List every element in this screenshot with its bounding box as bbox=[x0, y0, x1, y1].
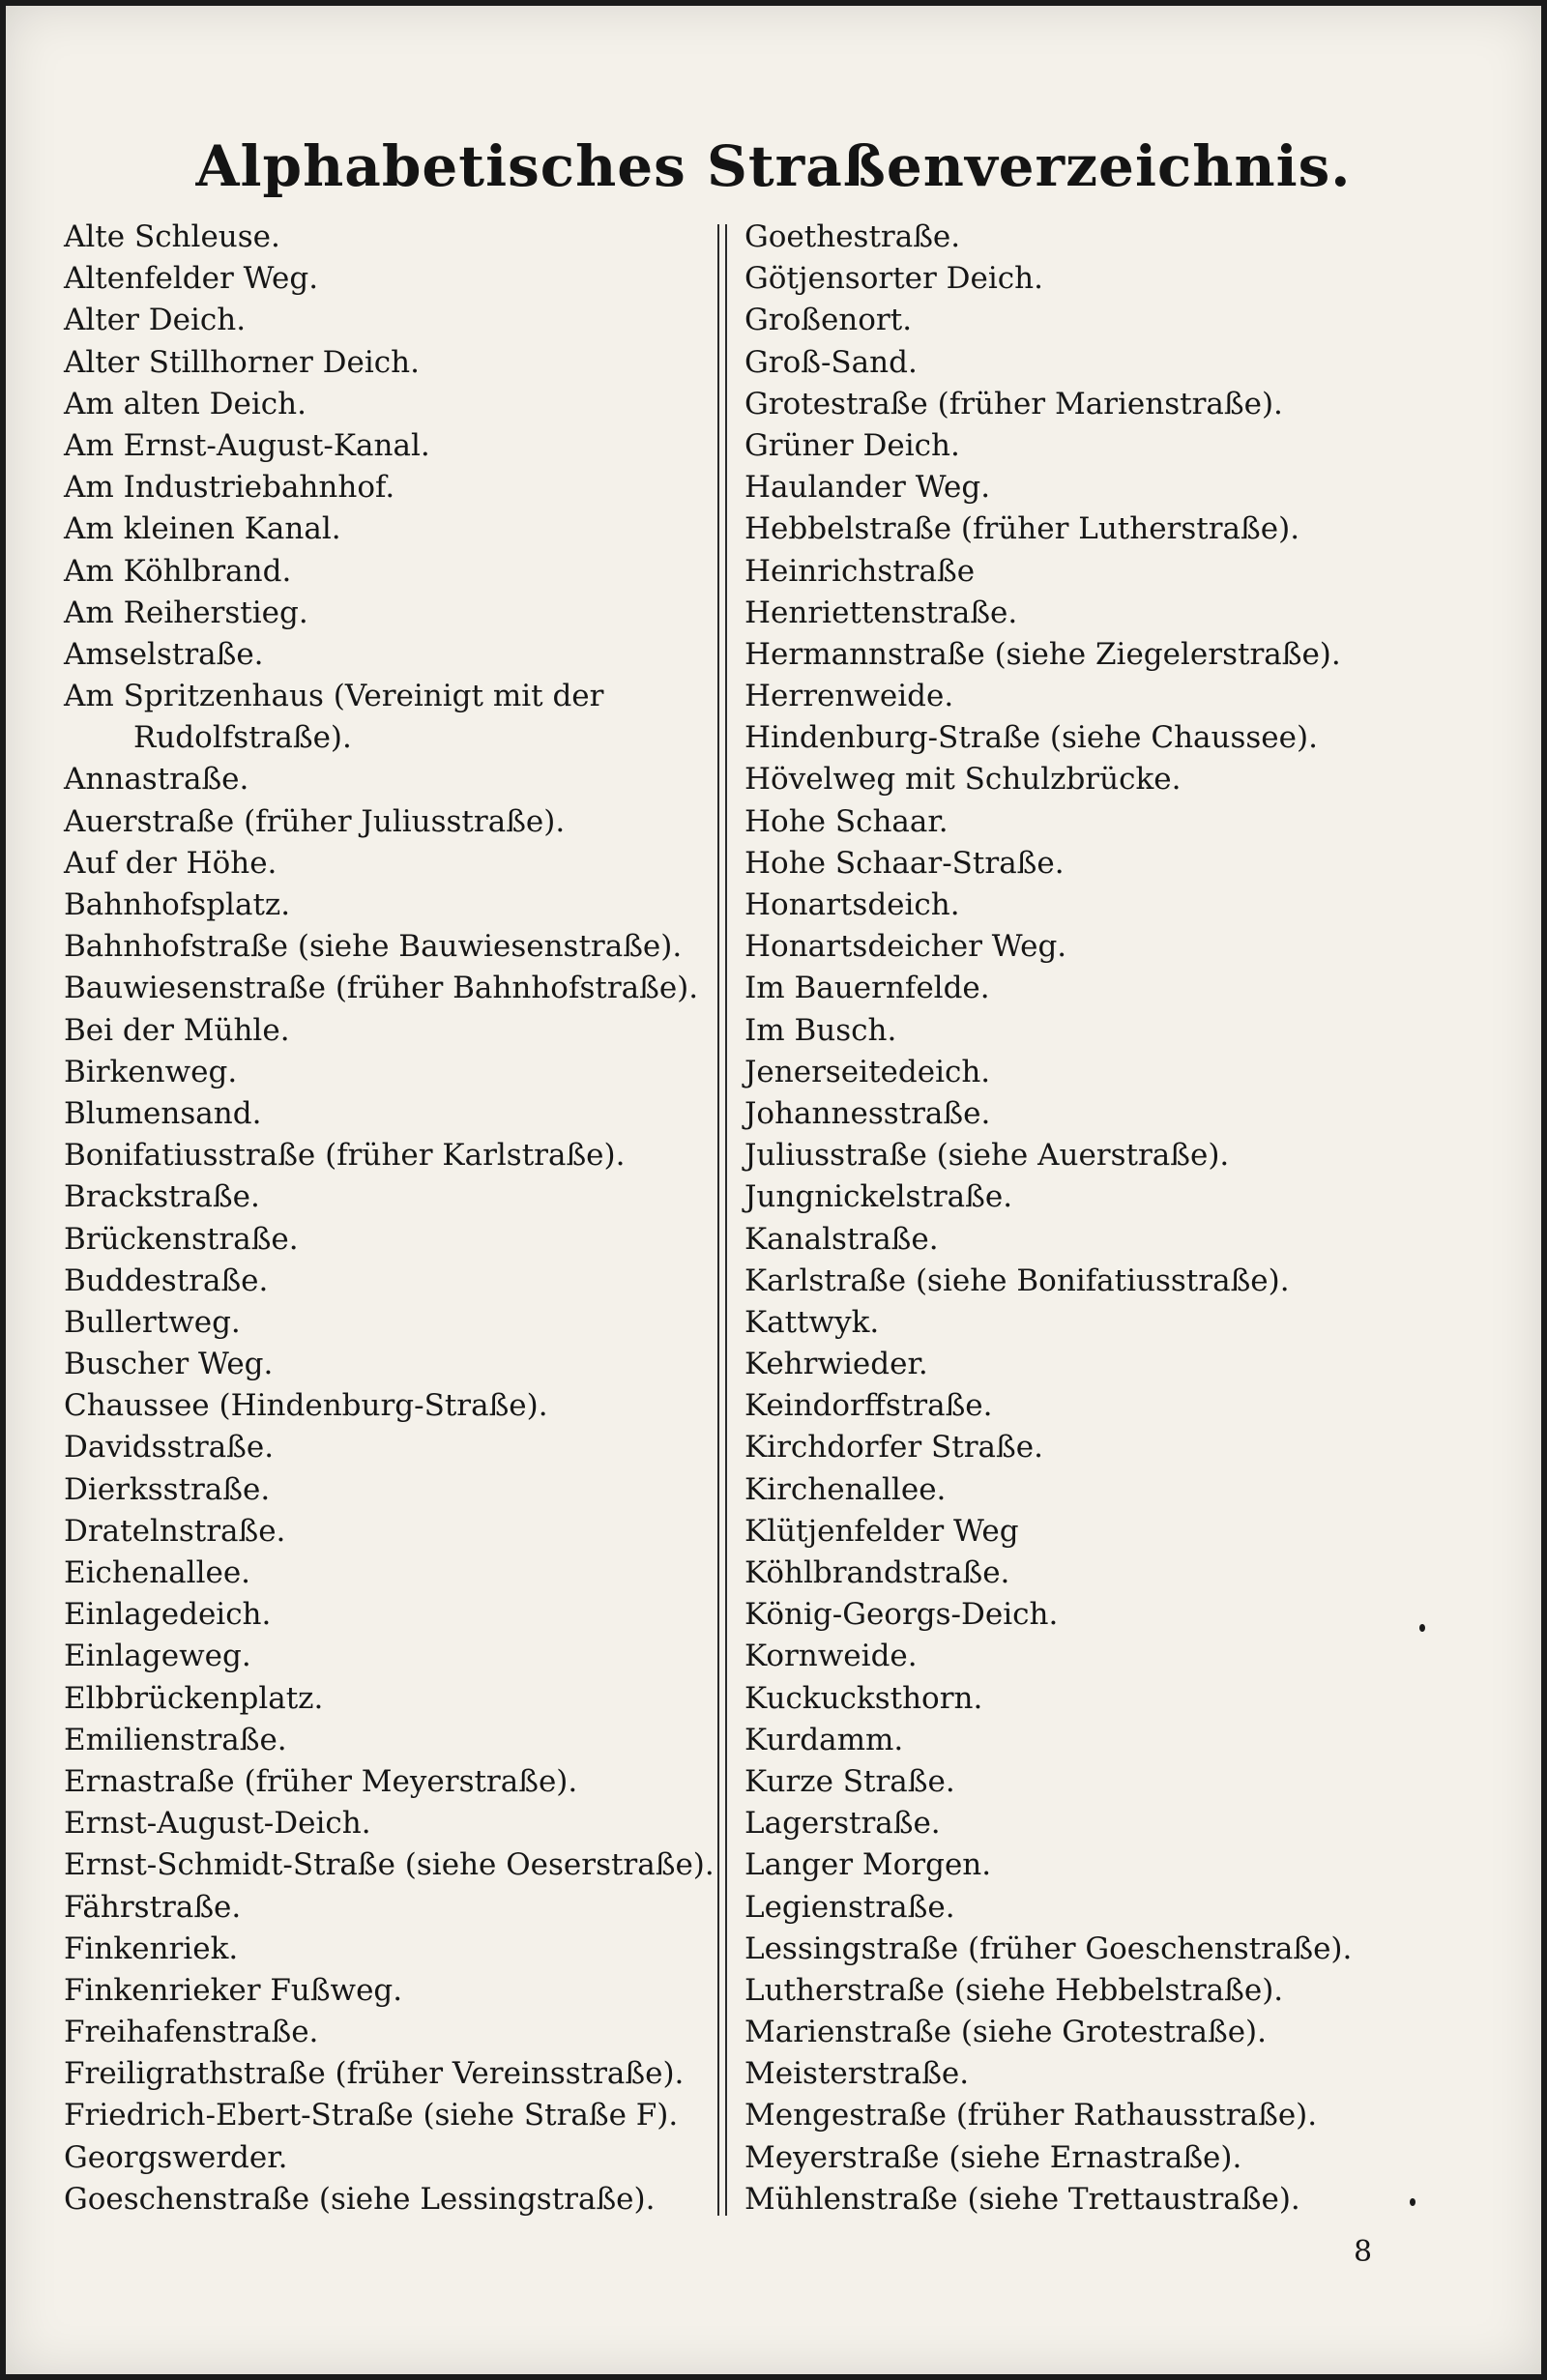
street-entry: Marienstraße (siehe Grotestraße). bbox=[744, 2015, 1267, 2050]
street-entry: Annastraße. bbox=[64, 762, 249, 798]
street-entry: Auf der Höhe. bbox=[64, 845, 277, 881]
street-entry: Georgswerder. bbox=[64, 2139, 288, 2175]
street-entry: Honartsdeich. bbox=[744, 887, 960, 922]
street-entry-line: Am Spritzenhaus (Vereinigt mit der bbox=[64, 679, 604, 714]
street-entry: Kirchdorfer Straße. bbox=[744, 1430, 1043, 1466]
street-entry: Finkenrieker Fußweg. bbox=[64, 1972, 403, 2008]
street-entry: Bullertweg. bbox=[64, 1304, 241, 1340]
street-entry: Jungnickelstraße. bbox=[744, 1179, 1013, 1215]
street-entry: Friedrich-Ebert-Straße (siehe Straße F). bbox=[64, 2098, 679, 2133]
street-entry: Goeschenstraße (siehe Lessingstraße). bbox=[64, 2181, 656, 2217]
street-entry: Bauwiesenstraße (früher Bahnhofstraße). bbox=[64, 971, 699, 1006]
street-entry: Bahnhofsplatz. bbox=[64, 887, 291, 923]
street-entry: Ernst-August-Deich. bbox=[64, 1806, 371, 1842]
street-entry: Honartsdeicher Weg. bbox=[744, 929, 1067, 965]
street-entry: Brückenstraße. bbox=[64, 1221, 299, 1257]
street-entry: Keindorffstraße. bbox=[744, 1388, 993, 1424]
street-entry: Kehrwieder. bbox=[744, 1347, 928, 1382]
street-entry: Ernst-Schmidt-Straße (siehe Oeserstraße). bbox=[64, 1847, 715, 1883]
street-entry: Emilienstraße. bbox=[64, 1722, 287, 1757]
street-entry: Finkenriek. bbox=[64, 1930, 239, 1966]
street-entry: Alter Deich. bbox=[64, 303, 247, 338]
street-entry: Am alten Deich. bbox=[64, 386, 306, 421]
street-entry: Mengestraße (früher Rathausstraße). bbox=[744, 2098, 1318, 2133]
street-entry: Bahnhofstraße (siehe Bauwiesenstraße). bbox=[64, 929, 683, 965]
street-entry: Elbbrückenplatz. bbox=[64, 1680, 324, 1716]
street-entry: Karlstraße (siehe Bonifatiusstraße). bbox=[744, 1263, 1290, 1298]
street-entry: Mühlenstraße (siehe Trettaustraße). bbox=[744, 2181, 1300, 2217]
street-list-right bbox=[744, 217, 1421, 2220]
street-entry: Einlagedeich. bbox=[64, 1597, 272, 1633]
street-entry: Bonifatiusstraße (früher Karlstraße). bbox=[64, 1138, 626, 1174]
street-entry: Amselstraße. bbox=[64, 636, 264, 672]
ink-speck bbox=[1410, 2198, 1416, 2206]
street-entry: Am Industriebahnhof. bbox=[64, 470, 395, 506]
street-entry: Buscher Weg. bbox=[64, 1347, 274, 1382]
street-entry: Kirchenallee. bbox=[744, 1471, 947, 1507]
street-entry: Hohe Schaar-Straße. bbox=[744, 845, 1065, 881]
street-entry: Götjensorter Deich. bbox=[744, 261, 1043, 297]
street-list-left bbox=[64, 217, 715, 2220]
street-entry: Fährstraße. bbox=[64, 1889, 242, 1925]
street-entry: König-Georgs-Deich. bbox=[744, 1597, 1059, 1633]
street-entry: Brackstraße. bbox=[64, 1179, 260, 1215]
street-entry: Hindenburg-Straße (siehe Chaussee). bbox=[744, 720, 1318, 756]
street-entry: Dierksstraße. bbox=[64, 1471, 271, 1507]
street-entry: Kornweide. bbox=[744, 1639, 918, 1674]
street-entry: Birkenweg. bbox=[64, 1054, 238, 1089]
street-entry: Legienstraße. bbox=[744, 1889, 955, 1925]
street-entry: Köhlbrandstraße. bbox=[744, 1555, 1010, 1590]
street-entry: Eichenallee. bbox=[64, 1555, 251, 1591]
street-entry: Kurze Straße. bbox=[744, 1763, 955, 1799]
ink-speck bbox=[1419, 1624, 1425, 1632]
street-entry-continuation: Rudolfstraße). bbox=[133, 720, 352, 756]
column-divider bbox=[717, 224, 727, 2216]
street-entry: Alter Stillhorner Deich. bbox=[64, 344, 420, 380]
street-entry-wrapped bbox=[64, 676, 702, 759]
street-entry: Johannesstraße. bbox=[744, 1095, 991, 1131]
street-entry: Alte Schleuse. bbox=[64, 219, 280, 254]
street-entry: Altenfelder Weg. bbox=[64, 261, 319, 297]
street-entry: Hövelweg mit Schulzbrücke. bbox=[744, 762, 1182, 798]
street-entry: Juliusstraße (siehe Auerstraße). bbox=[744, 1138, 1230, 1174]
street-entry: Ernastraße (früher Meyerstraße). bbox=[64, 1763, 578, 1799]
street-entry: Bei der Mühle. bbox=[64, 1012, 290, 1048]
street-entry: Am kleinen Kanal. bbox=[64, 511, 341, 547]
street-entry: Herrenweide. bbox=[744, 679, 954, 714]
street-entry: Am Köhlbrand. bbox=[64, 553, 292, 589]
street-entry: Im Bauernfelde. bbox=[744, 971, 990, 1006]
street-entry: Lutherstraße (siehe Hebbelstraße). bbox=[744, 1972, 1284, 2008]
street-entry: Einlageweg. bbox=[64, 1639, 251, 1674]
street-entry: Henriettenstraße. bbox=[744, 595, 1018, 630]
street-entry: Grüner Deich. bbox=[744, 427, 960, 463]
street-entry: Heinrichstraße bbox=[744, 553, 976, 589]
street-entry: Kanalstraße. bbox=[744, 1221, 939, 1257]
street-entry: Lessingstraße (früher Goeschenstraße). bbox=[744, 1930, 1353, 1966]
street-entry: Lagerstraße. bbox=[744, 1806, 941, 1842]
street-entry: Buddestraße. bbox=[64, 1263, 269, 1298]
street-entry: Chaussee (Hindenburg-Straße). bbox=[64, 1388, 548, 1424]
street-entry: Kattwyk. bbox=[744, 1304, 880, 1340]
street-entry: Meyerstraße (siehe Ernastraße). bbox=[744, 2139, 1242, 2175]
street-entry: Großenort. bbox=[744, 303, 913, 338]
street-entry: Klütjenfelder Weg bbox=[744, 1513, 1019, 1549]
street-entry: Freiligrathstraße (früher Vereinsstraße). bbox=[64, 2056, 685, 2092]
page-title: Alphabetisches Straßenverzeichnis. bbox=[195, 133, 1352, 199]
street-entry: Hohe Schaar. bbox=[744, 803, 949, 839]
street-entry: Groß-Sand. bbox=[744, 344, 918, 380]
street-entry: Haulander Weg. bbox=[744, 470, 991, 506]
street-entry: Grotestraße (früher Marienstraße). bbox=[744, 386, 1283, 421]
street-entry: Meisterstraße. bbox=[744, 2056, 970, 2092]
street-entry: Jenerseitedeich. bbox=[744, 1054, 991, 1089]
street-entry: Am Reiherstieg. bbox=[64, 595, 308, 630]
street-entry: Kurdamm. bbox=[744, 1722, 904, 1757]
street-entry: Dratelnstraße. bbox=[64, 1513, 286, 1549]
street-entry: Davidsstraße. bbox=[64, 1430, 275, 1466]
street-entry: Blumensand. bbox=[64, 1095, 262, 1131]
street-entry: Auerstraße (früher Juliusstraße). bbox=[64, 803, 566, 839]
street-entry: Hebbelstraße (früher Lutherstraße). bbox=[744, 511, 1300, 547]
street-entry: Langer Morgen. bbox=[744, 1847, 992, 1883]
street-entry: Hermannstraße (siehe Ziegelerstraße). bbox=[744, 636, 1341, 672]
street-entry: Freihafenstraße. bbox=[64, 2015, 319, 2050]
page-number: 8 bbox=[1354, 2235, 1373, 2269]
street-entry: Im Busch. bbox=[744, 1012, 897, 1048]
street-entry: Kuckucksthorn. bbox=[744, 1680, 983, 1716]
street-entry: Am Ernst-August-Kanal. bbox=[64, 427, 430, 463]
street-entry: Goethestraße. bbox=[744, 219, 961, 254]
